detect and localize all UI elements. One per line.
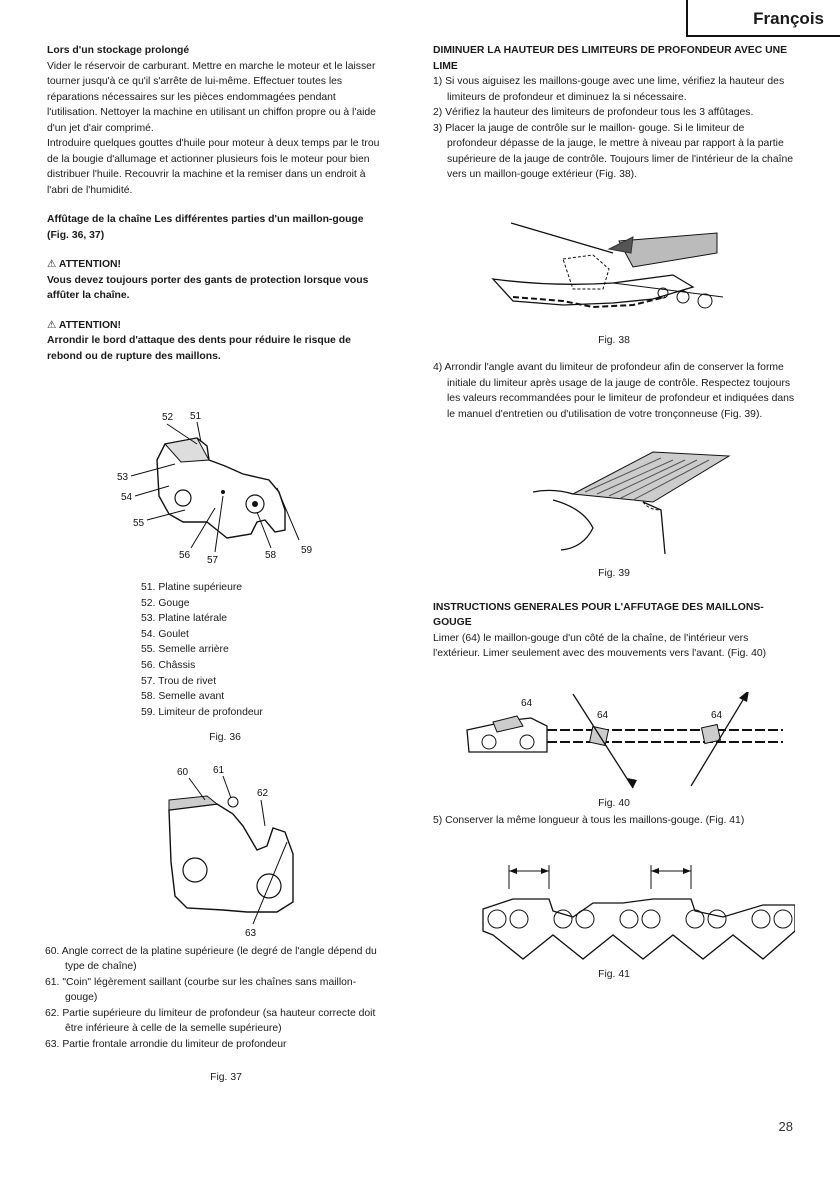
legend-item: 62. Partie supérieure du limiteur de profondeur (sa hauteur correcte doit être inférieure à celle de la semelle supérieure) bbox=[45, 1007, 376, 1035]
general-heading: INSTRUCTIONS GENERALES POUR L'AFFUTAGE DES MAILLONS-GOUGE bbox=[433, 601, 764, 628]
general-text: Limer (64) le maillon-gouge d'un côté de la chaîne, de l'intérieur vers l'extérieur. Limer seulement avec des mouvements vers l'avant. (Fig. 40) bbox=[433, 632, 767, 659]
legend-item: 61. "Coin" légèrement saillant (courbe sur les chaînes sans maillon-gouge) bbox=[45, 976, 357, 1004]
step-item: 2) Vérifiez la hauteur des limiteurs de profondeur tous les 3 affûtages. bbox=[433, 107, 754, 118]
language-tab bbox=[686, 0, 840, 37]
fig37-cutter-angles-diagram bbox=[47, 762, 387, 940]
fig37-legend bbox=[45, 944, 385, 1053]
depth-steps bbox=[433, 74, 795, 183]
depth-heading: DIMINUER LA HAUTEUR DES LIMITEURS DE PROFONDEUR AVEC UNE LIME bbox=[433, 45, 788, 72]
warning-triangle-icon: ⚠ bbox=[47, 319, 57, 331]
attention-2-title: ⚠ ATTENTION! bbox=[47, 319, 121, 331]
fig37-label-61: 61 bbox=[213, 764, 225, 776]
storage-paragraph-2: Introduire quelques gouttes d'huile pour moteur à deux temps par le trou de la bougie d'allumage et actionner plusieurs fois le moteur pour bien distribuer l'huile. Recouvrir la machine et la remiser dans un endroit à l'abri de l'humidité. bbox=[47, 138, 380, 196]
fig39-rounded-corner-diagram bbox=[433, 438, 795, 562]
legend-item: 59. Limiteur de profondeur bbox=[141, 706, 263, 718]
step-4: 4) Arrondir l'angle avant du limiteur de profondeur afin de conserver la forme initiale du limiteur après usage de la jauge de contrôle. Respectez toujours les valeurs recommandées pour le limiteur de profondeur et indiquées dans le manuel d'entretien ou d'utilisation de votre tronçonneuse (Fig. 39). bbox=[433, 362, 795, 420]
fig36-cutter-link-diagram bbox=[47, 400, 387, 580]
legend-item: 58. Semelle avant bbox=[141, 691, 225, 703]
legend-item: 56. Châssis bbox=[141, 659, 196, 671]
legend-item: 54. Goulet bbox=[141, 628, 189, 640]
warning-triangle-icon: ⚠ bbox=[47, 259, 57, 270]
legend-item: 55. Semelle arrière bbox=[141, 644, 229, 656]
fig40-label-64b: 64 bbox=[597, 709, 609, 721]
left-column bbox=[47, 40, 387, 1086]
step-item: 3) Placer la jauge de contrôle sur le maillon- gouge. Si le limiteur de profondeur dépasse de la jauge, le mettre à niveau par rapport à la partie supérieure de la jauge de contrôle. Toujours limer de l'intérieur de la chaîne vers un maillon-gouge extérieur (Fig. 38). bbox=[433, 122, 794, 180]
storage-paragraph: Vider le réservoir de carburant. Mettre en marche le moteur et le laisser tourner jusqu'à ce qu'il s'arrête de lui-même. Effectuer toutes les réparations nécessaires sur les pièces endommagées pendant l'utilisation. Nettoyer la machine en utilisant un chiffon propre ou à l'aide d'un jet d'air comprimé. bbox=[47, 60, 376, 134]
fig36-label-56: 56 bbox=[179, 550, 191, 561]
fig41-equal-length-diagram bbox=[433, 859, 795, 975]
fig36-label-59: 59 bbox=[301, 545, 313, 556]
fig36-caption: Fig. 36 bbox=[209, 732, 241, 744]
attention-2-text: Arrondir le bord d'attaque des dents pour réduire le risque de rebond ou de rupture des maillons. bbox=[47, 335, 351, 362]
cutter-link-outline bbox=[169, 804, 293, 912]
fig36-legend bbox=[141, 580, 387, 720]
fig40-label-64: 64 bbox=[521, 697, 533, 709]
fig36-label-57: 57 bbox=[207, 555, 219, 566]
legend-item: 63. Partie frontale arrondie du limiteur de profondeur bbox=[45, 1038, 287, 1050]
step-item: 1) Si vous aiguisez les maillons-gouge avec une lime, vérifiez la hauteur des limiteurs de profondeur et diminuez la si nécessaire. bbox=[433, 76, 785, 103]
fig37-label-62: 62 bbox=[257, 787, 269, 799]
legend-item: 57. Trou de rivet bbox=[141, 675, 217, 687]
legend-item: 60. Angle correct de la platine supérieure (le degré de l'angle dépend du type de chaîne) bbox=[45, 945, 377, 973]
sharpen-heading: Affûtage de la chaîne Les différentes parties d'un maillon-gouge (Fig. 36, 37) bbox=[47, 214, 364, 241]
fig37-label-63: 63 bbox=[245, 927, 257, 939]
language-label: François bbox=[753, 9, 824, 28]
fig36-label-51: 51 bbox=[190, 411, 202, 422]
fig36-label-53: 53 bbox=[117, 472, 129, 483]
fig36-label-55: 55 bbox=[133, 518, 145, 529]
fig40-filing-direction-diagram bbox=[433, 692, 795, 792]
attention-1-title: ⚠ ATTENTION! bbox=[47, 259, 121, 270]
fig40-caption: Fig. 40 bbox=[598, 797, 630, 809]
attention-1-text: Vous devez toujours porter des gants de protection lorsque vous affûter la chaîne. bbox=[47, 274, 369, 301]
right-column bbox=[433, 40, 795, 982]
legend-item: 53. Platine latérale bbox=[141, 613, 228, 625]
page-number: 28 bbox=[778, 1119, 793, 1134]
fig36-label-54: 54 bbox=[121, 492, 133, 503]
step-5: 5) Conserver la même longueur à tous les maillons-gouge. (Fig. 41) bbox=[433, 815, 745, 826]
fig36-label-52: 52 bbox=[162, 412, 174, 423]
fig37-label-60: 60 bbox=[177, 766, 189, 778]
legend-item: 52. Gouge bbox=[141, 597, 190, 609]
fig41-caption: Fig. 41 bbox=[598, 968, 630, 980]
fig37-caption: Fig. 37 bbox=[210, 1072, 242, 1084]
fig36-label-58: 58 bbox=[265, 550, 277, 561]
fig40-label-64c: 64 bbox=[711, 709, 723, 721]
fig38-caption: Fig. 38 bbox=[598, 334, 630, 346]
storage-heading: Lors d'un stockage prolongé bbox=[47, 45, 190, 56]
legend-item: 51. Platine supérieure bbox=[141, 582, 243, 593]
fig39-caption: Fig. 39 bbox=[598, 568, 630, 579]
fig38-depth-gauge-diagram bbox=[433, 209, 795, 329]
